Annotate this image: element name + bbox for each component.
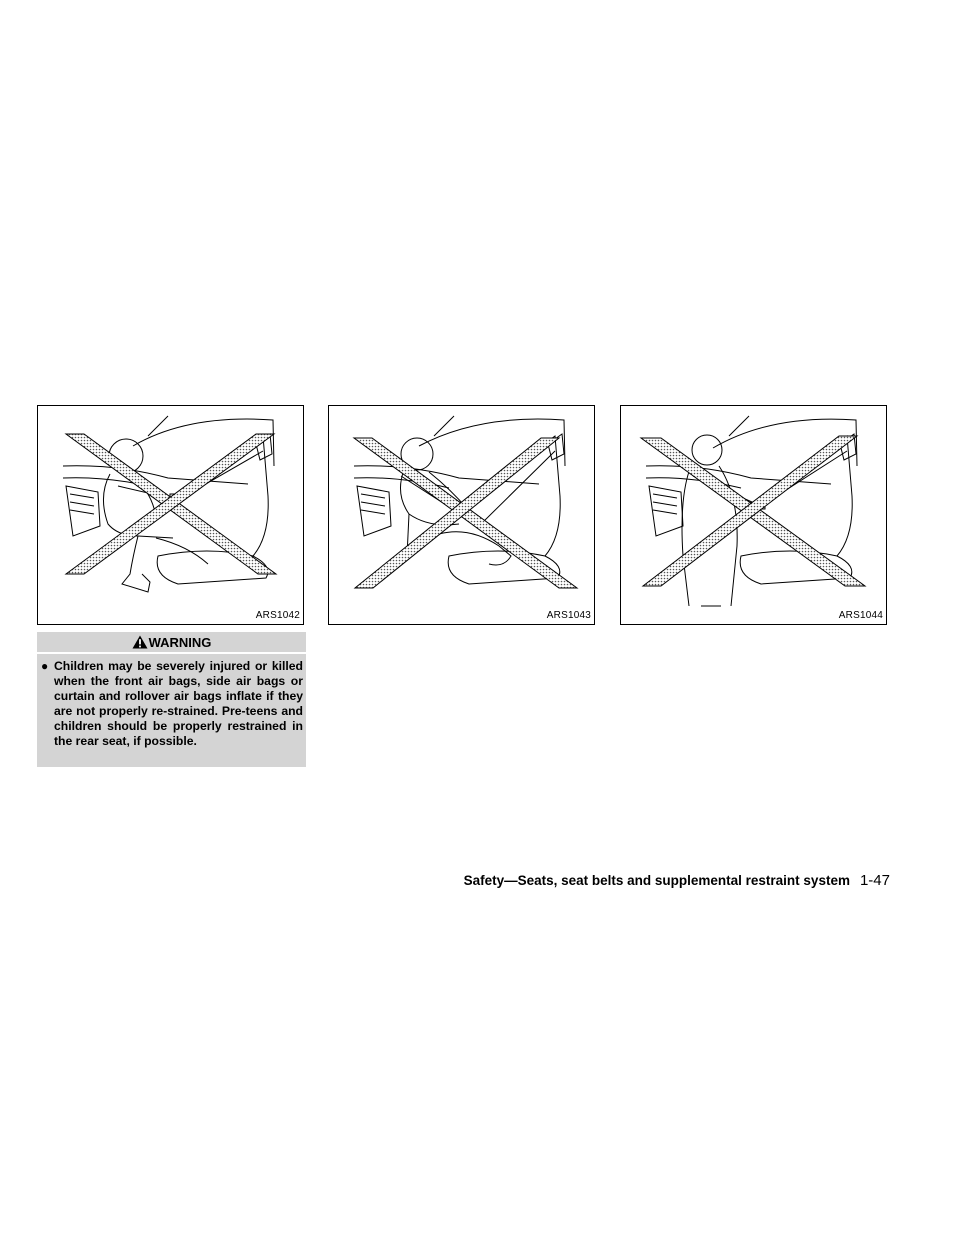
figure-code: ARS1043 (546, 610, 591, 621)
warning-header (37, 632, 306, 654)
illustration-child-standing-front-seat (38, 406, 303, 624)
illustration-child-standing-near-dashboard (621, 406, 886, 624)
illustration-child-leaning-forward (329, 406, 594, 624)
figure-child-standing (37, 405, 304, 625)
bullet-dot: ● (41, 659, 49, 673)
warning-text: Children may be severely injured or killed when the front air bags, side air bags or curtain and rollover air bags inflate if they are not properly re-strained. Pre-teens and children should be properly restrained in the rear seat, if possible. (54, 659, 303, 748)
figure-child-leaning (328, 405, 595, 625)
page-number: 1-47 (859, 872, 890, 889)
figure-child-standing-door (620, 405, 887, 625)
warning-title: WARNING (148, 634, 212, 650)
page-footer (464, 872, 890, 889)
warning-bullet-item (37, 659, 306, 749)
warning-box (37, 632, 306, 767)
figure-code: ARS1044 (838, 610, 883, 621)
figure-code: ARS1042 (255, 610, 300, 621)
section-title: Safety—Seats, seat belts and supplemental restraint system (463, 873, 850, 888)
warning-triangle-icon (132, 635, 148, 649)
